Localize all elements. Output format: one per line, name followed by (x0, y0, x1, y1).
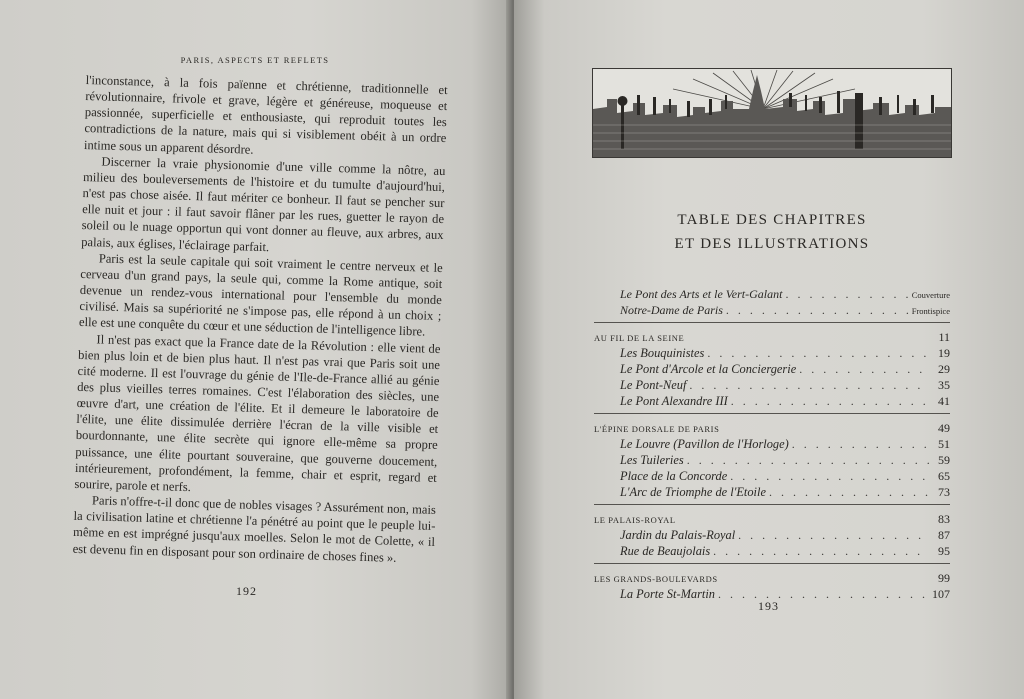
toc-entry-page: 51 (938, 437, 950, 451)
leader-dots (718, 586, 929, 602)
toc-title-line: ET DES ILLUSTRATIONS (674, 236, 870, 252)
toc-entry-row (594, 393, 950, 409)
toc-entry-label: Notre-Dame de Paris (620, 303, 723, 317)
divider (594, 413, 950, 414)
leader-dots (738, 527, 929, 543)
page-number-left: 192 (236, 584, 257, 598)
toc-entry-page: 107 (932, 587, 950, 601)
leader-dots (726, 302, 909, 318)
toc-entry-label: Jardin du Palais-Royal (620, 528, 736, 542)
leader-dots (687, 452, 929, 468)
toc-entry-row (594, 543, 950, 559)
toc-section-title: AU FIL DE LA SEINE (594, 333, 685, 343)
paragraph: Il n'est pas exact que la France date de la Révolution : elle vient de bien plus loin et de bien plus haut. Il n'est pas vrai que Paris soit une cité moderne. Il est l'ouvrage du génie de l'Ile-de-France allié au génie des plus vieilles terres romaines. C'est l'élaboration des siècles, une œuvre d'art, une création de l'élite. Et il demeure le laboratoire de l'élite, une élite dissimulée derrière l'écran de la ville visible et bourdonnante, une élite secrète qui ignore elle-même sa propre puissance, une élite pourtant souveraine, que gouverne doucement, intérieurement, profondément, la femme, chair et esprit, regard et sourire, parole et nerfs. (74, 331, 441, 494)
toc-entry-row (594, 377, 950, 393)
toc-entry-page: 65 (938, 469, 950, 483)
divider (594, 322, 950, 323)
leader-dots (769, 484, 929, 500)
paragraph: Paris est la seule capitale qui soit vraiment le centre nerveux et le cerveau d'un grand pays, la seule qui, comme la Rome antique, soit devenue un rendez-vous international pour l'ensemble du monde civilisé. Mais sa supériorité ne s'impose pas, elle répond à un choix ; elle est une conquête du cœur et une séduction de l'intelligence libre. (78, 251, 443, 339)
toc-entry-row (594, 484, 950, 500)
leader-dots (689, 377, 929, 393)
toc-entry-page: 35 (938, 378, 950, 392)
toc-section-row (594, 570, 950, 586)
toc-entry-label: La Porte St-Martin (620, 587, 715, 601)
toc-section-page: 49 (938, 421, 950, 435)
toc-section-title: LE PALAIS-ROYAL (594, 515, 676, 525)
running-head: PARIS, ASPECTS ET REFLETS (180, 55, 330, 65)
divider (594, 504, 950, 505)
right-page (514, 0, 1024, 699)
toc-entry-row (594, 468, 950, 484)
toc-entry-label: Les Tuileries (620, 453, 684, 467)
leader-dots (731, 393, 929, 409)
toc-entry-label: Place de la Concorde (620, 469, 728, 483)
toc-entry-row (594, 361, 950, 377)
toc-entry-row (594, 452, 950, 468)
toc-entry-label: Le Louvre (Pavillon de l'Horloge) (620, 437, 789, 451)
leader-dots (799, 361, 929, 377)
toc-section-row (594, 420, 950, 436)
toc-entry-label: Le Pont d'Arcole et la Conciergerie (620, 362, 797, 376)
toc-entry-page: 95 (938, 544, 950, 558)
toc-entry-label: Le Pont-Neuf (620, 378, 687, 392)
toc-section-row (594, 329, 950, 345)
body-text (72, 72, 447, 567)
toc-entry-page: 19 (938, 346, 950, 360)
toc-entry-page: 59 (938, 453, 950, 467)
paragraph: Discerner la vraie physionomie d'une ville comme la nôtre, au milieu des bouleversements de l'histoire et du tumulte d'aujourd'hui, n'est pas chose aisée. Il faut mériter ce bonheur. Il faut se pencher sur elle nuit et jour : il faut savoir flâner par les rues, guetter le rayon de soleil ou le nuage opportun qui vont donner au fleuve, aux arbres, aux palais, aux églises, l'éclairage parfait. (81, 154, 446, 254)
toc-entry-row (594, 527, 950, 543)
toc-entry-page: 73 (938, 485, 950, 499)
paris-rooftops-engraving-icon (592, 68, 952, 158)
leader-dots (713, 543, 929, 559)
toc-entry-row (594, 345, 950, 361)
divider (594, 563, 950, 564)
table-of-contents (594, 286, 950, 602)
leader-dots (707, 345, 929, 361)
leader-dots (730, 468, 929, 484)
toc-title-line: TABLE DES CHAPITRES (677, 212, 867, 228)
toc-section-title: L'ÉPINE DORSALE DE PARIS (594, 424, 720, 434)
toc-entry-page: 87 (938, 528, 950, 542)
toc-entry-label: Rue de Beaujolais (620, 544, 711, 558)
toc-frontmatter-row (594, 286, 950, 302)
toc-section-page: 11 (938, 330, 950, 344)
leader-dots (785, 286, 908, 302)
toc-entry-page: 29 (938, 362, 950, 376)
toc-entry-label: Le Pont des Arts et le Vert-Galant (620, 287, 783, 301)
paragraph: Paris n'offre-t-il donc que de nobles visages ? Assurément non, mais la civilisation latine et chrétienne l'a pénétré au point que le peuple lui-même en est imprégné jusqu'aux moelles. Selon le mot de Colette, « il est devenu fin en disposant pour son ordinaire de choses fines ». (72, 493, 437, 565)
toc-section-page: 83 (938, 512, 950, 526)
leader-dots (792, 436, 929, 452)
toc-section-row (594, 511, 950, 527)
toc-entry-page: Couverture (911, 290, 950, 300)
toc-section-page: 99 (938, 571, 950, 585)
paragraph: l'inconstance, à la fois païenne et chrétienne, traditionnelle et révolutionnaire, frivole et grave, légère et généreuse, moqueuse et passionnée, superficielle et enthousiaste, qui reproduit toutes les contradictions de la nature, mais qui si visiblement obéit à un ordre intime sous un apparent désordre. (83, 72, 448, 157)
toc-entry-page: 41 (938, 394, 950, 408)
toc-section-title: LES GRANDS-BOULEVARDS (594, 574, 718, 584)
toc-entry-label: Les Bouquinistes (620, 346, 705, 360)
toc-entry-page: Frontispice (911, 306, 950, 316)
toc-entry-label: L'Arc de Triomphe de l'Etoile (620, 485, 766, 499)
toc-title (594, 208, 950, 256)
page-number-right: 193 (758, 599, 779, 613)
toc-entry-label: Le Pont Alexandre III (620, 394, 728, 408)
toc-frontmatter-row (594, 302, 950, 318)
toc-entry-row (594, 436, 950, 452)
